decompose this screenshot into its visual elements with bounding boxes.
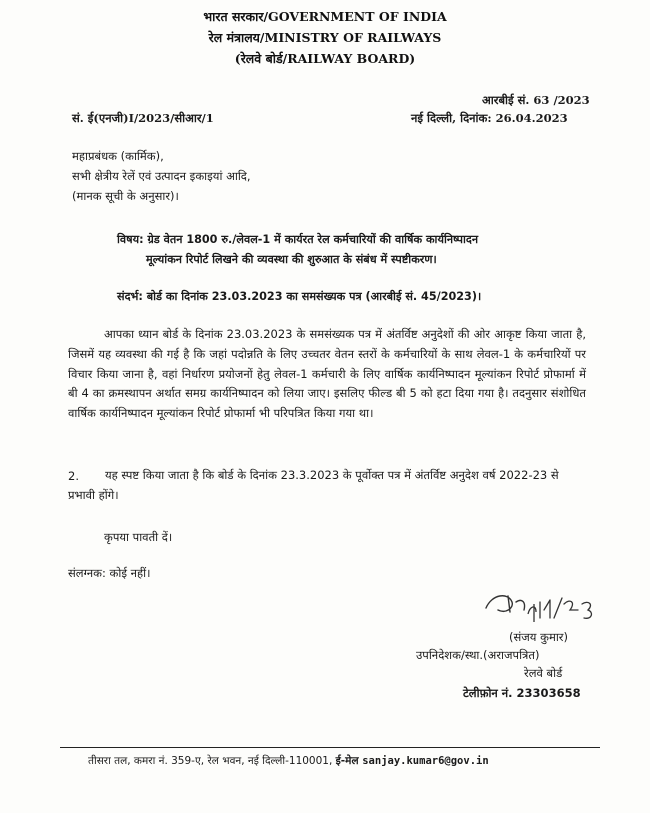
footer-email: sanjay.kumar6@gov.in <box>362 755 489 767</box>
addressee-line-1: महाप्रबंधक (कार्मिक), <box>72 149 164 163</box>
file-number: सं. ई(एनजी)I/2023/सीआर/1 <box>72 111 214 125</box>
body-paragraph-1: आपका ध्यान बोर्ड के दिनांक 23.03.2023 के समसंख्यक पत्र में अंतर्विष्ट अनुदेशों की ओर आकृष्ट किया जाता है, जिसमें यह व्यवस्था की गई है कि जहां पदोन्नति के लिए उच्चतर वेतन स्तरों के कर्मचारियों के साथ लेवल-1 के कर्मचारियों पर विचार किया जाना है, वहां निर्धारण प्रयोजनों हेतु लेवल-1 कर्मचारी के लिए वार्षिक कार्यनिष्पादन मूल्यांकन रिपोर्ट प्रोफार्मा में बी 4 का क्रमस्थापन अर्थात समग्र कार्यनिष्पादन को लिया जाए। इसलिए फील्ड बी 5 को हटा दिया गया है। तदनुसार संशोधित वार्षिक कार्यनिष्पादन मूल्यांकन रिपोर्ट प्रोफार्मा भी परिपत्रित किया गया था। <box>68 327 586 421</box>
footer-address-text: तीसरा तल, कमरा नं. 359-ए, रेल भवन, नई दिल्ली-110001, <box>88 755 336 767</box>
signatory-designation: उपनिदेशक/स्था.(अराजपत्रित) <box>416 648 540 662</box>
enclosure: संलग्नक: कोई नहीं। <box>68 566 151 580</box>
signatory-name: (संजय कुमार) <box>509 630 568 644</box>
footer-rule <box>60 747 600 748</box>
footer-email-label: ई-मेल <box>335 755 363 767</box>
header-ministry: रेल मंत्रालय/MINISTRY OF RAILWAYS <box>208 30 442 45</box>
addressee-line-2: सभी क्षेत्रीय रेलें एवं उत्पादन इकाइयां आदि, <box>72 169 251 183</box>
reference-line: संदर्भ: बोर्ड का दिनांक 23.03.2023 का समसंख्यक पत्र (आरबीई सं. 45/2023)। <box>117 290 482 303</box>
handwritten-signature <box>478 588 603 628</box>
place-date: नई दिल्ली, दिनांक: 26.04.2023 <box>411 111 568 125</box>
subject-line-1: विषय: ग्रेड वेतन 1800 रु./लेवल-1 में कार्यरत रेल कर्मचारियों की वार्षिक कार्यनिष्पादन <box>117 233 479 246</box>
signatory-phone: टेलीफ़ोन नं. 23303658 <box>463 686 581 700</box>
paragraph-2-number: 2. <box>68 469 79 483</box>
header-board: (रेलवे बोर्ड/RAILWAY BOARD) <box>234 51 416 66</box>
footer-address <box>88 754 489 768</box>
addressee-line-3: (मानक सूची के अनुसार)। <box>72 189 179 203</box>
header-government: भारत सरकार/GOVERNMENT OF INDIA <box>203 9 447 24</box>
rbe-number: आरबीई सं. 63 /2023 <box>482 93 590 107</box>
signatory-office: रेलवे बोर्ड <box>524 666 563 680</box>
acknowledgement: कृपया पावती दें। <box>104 530 173 544</box>
body-paragraph-2: यह स्पष्ट किया जाता है कि बोर्ड के दिनांक 23.3.2023 के पूर्वोक्त पत्र में अंतर्विष्ट अनुदेश वर्ष 2022-23 से प्रभावी होंगे। <box>68 468 559 502</box>
subject-line-2: मूल्यांकन रिपोर्ट लिखने की व्यवस्था की शुरुआत के संबंध में स्पष्टीकरण। <box>146 253 437 266</box>
